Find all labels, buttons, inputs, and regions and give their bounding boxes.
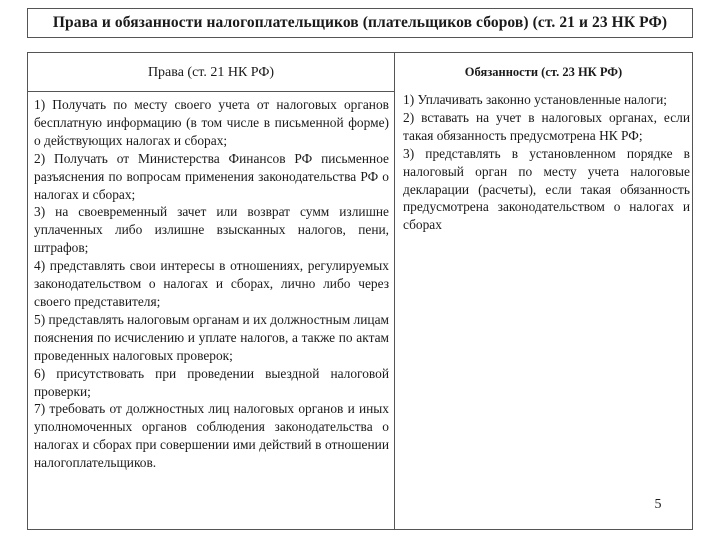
page-number: 5	[654, 497, 662, 512]
duties-item: 2) вставать на учет в налоговых органах, если такая обязанность предусмотрена НК РФ;	[403, 109, 690, 143]
rights-column	[34, 96, 389, 472]
comparison-table	[27, 52, 693, 530]
column-divider	[394, 53, 395, 529]
title-box	[27, 8, 693, 38]
rights-item: 6) присутствовать при проведении выездной налоговой проверки;	[34, 365, 389, 399]
rights-item: 4) представлять свои интересы в отношениях, регулируемых законодательством о налогах и сборах, лично либо через своего представителя;	[34, 258, 389, 309]
duties-item: 1) Уплачивать законно установленные налоги;	[403, 92, 667, 107]
rights-item: 5) представлять налоговым органам и их должностным лицам пояснения по исчислению и уплате налогов, а также по актам проведенных налоговых проверок;	[34, 311, 389, 363]
rights-item: 1) Получать по месту своего учета от налоговых органов бесплатную информацию (в том числе в письменной форме) о действующих налогах и сборах;	[34, 97, 389, 148]
rights-item: 7) требовать от должностных лиц налоговых органов и иных уполномоченных органов соблюдения законодательства о налогах и сборах при совершении ими действий в отношении налогоплательщиков.	[34, 401, 389, 471]
header-divider	[28, 91, 394, 92]
page-title: Права и обязанности налогоплательщиков (плательщиков сборов) (ст. 21 и 23 НК РФ)	[52, 14, 668, 31]
duties-item: 3) представлять в установленном порядке в налоговый орган по месту учета налоговые декларации (расчеты), если такая обязанность предусмотрена законодательством о налогах и сборах	[403, 145, 690, 233]
rights-item: 2) Получать от Министерства Финансов РФ письменное разъяснения по вопросам применения законодательства РФ о налогах и сборах;	[34, 150, 389, 202]
rights-header: Права (ст. 21 НК РФ)	[147, 65, 275, 80]
rights-item: 3) на своевременный зачет или возврат сумм излишне уплаченных либо излишне взысканных налогов, пени, штрафов;	[34, 204, 389, 256]
duties-header: Обязанности (ст. 23 НК РФ)	[464, 65, 623, 79]
duties-column	[403, 91, 690, 234]
